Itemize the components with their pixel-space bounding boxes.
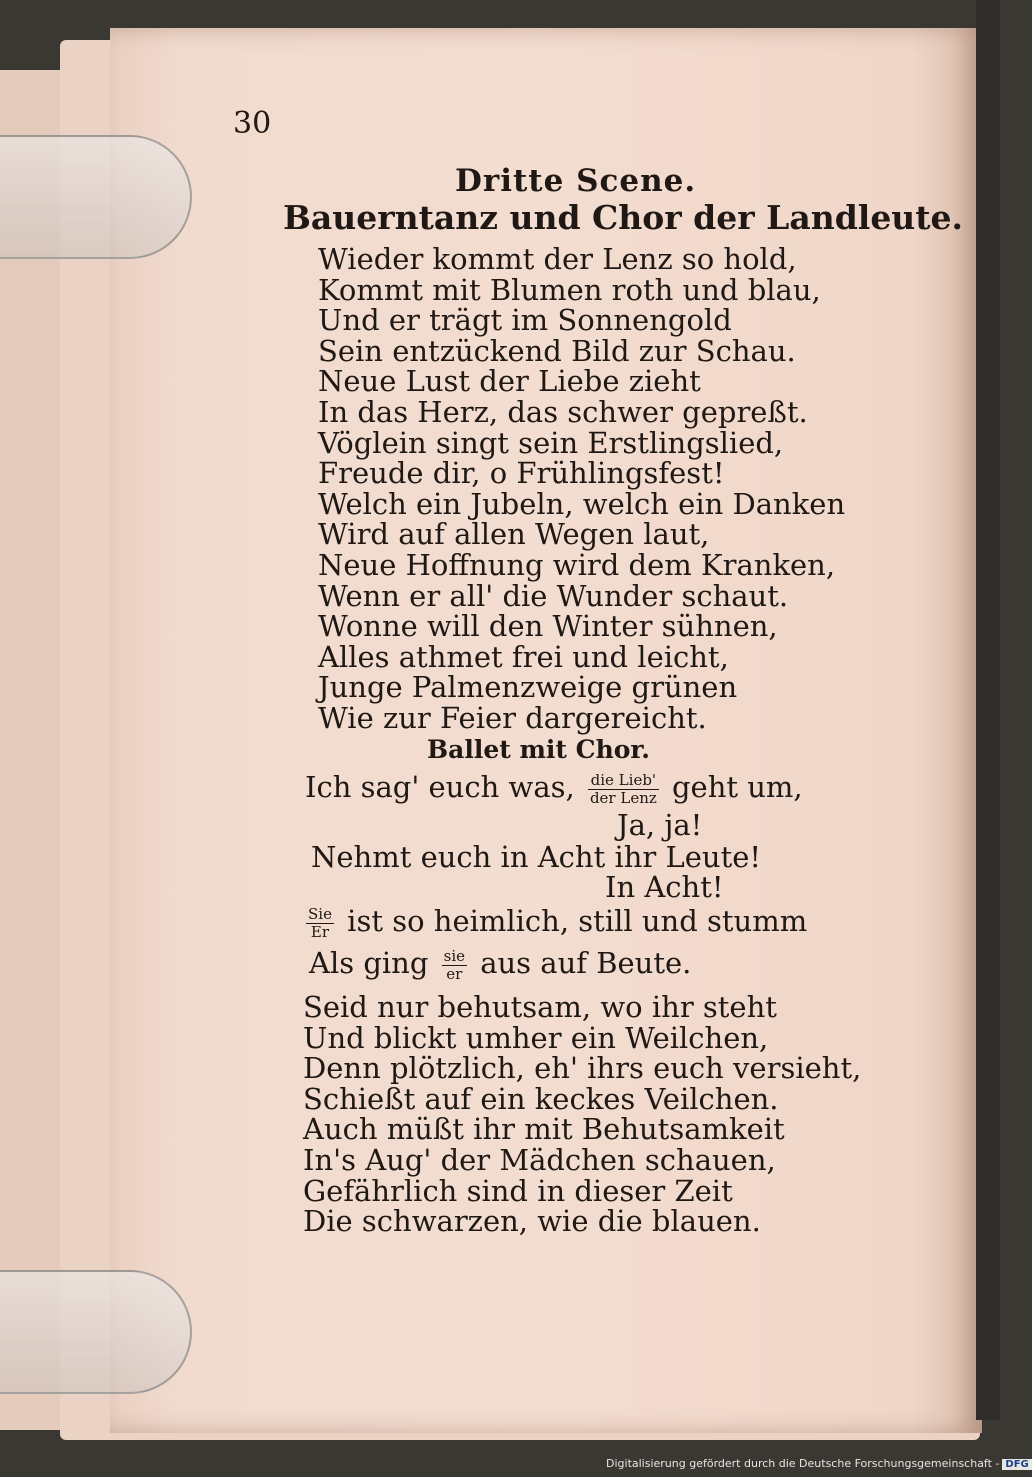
verse-block-2 [303, 992, 861, 1237]
ballet-line-1 [305, 770, 803, 807]
verse-line: Die schwarzen, wie die blauen. [303, 1204, 761, 1239]
verse-line: In's Aug' der Mädchen schauen, [303, 1142, 776, 1177]
verse-line: Schießt auf ein keckes Veilchen. [303, 1081, 779, 1116]
verse-line: Kommt mit Blumen roth und blau, [318, 272, 821, 307]
ballet-line-2: Ja, ja! [617, 808, 703, 842]
ballet-line-6 [309, 946, 691, 983]
ballet-line-5 [306, 904, 807, 941]
digitization-credit [606, 1457, 1032, 1470]
verse-line: Vöglein singt sein Erstlingslied, [318, 425, 784, 460]
verse-line: Sein entzückend Bild zur Schau. [318, 333, 796, 368]
verse-line: Neue Lust der Liebe zieht [318, 364, 701, 399]
ballet-line-4: In Acht! [605, 870, 724, 904]
dfg-logo: DFG [1002, 1459, 1031, 1470]
verse-line: Wonne will den Winter sühnen, [318, 609, 778, 644]
subheading: Ballet mit Chor. [427, 735, 651, 764]
scene-title: Dritte Scene. [455, 163, 697, 199]
fraction-bottom: er [446, 964, 463, 983]
ballet-line-1-fraction [588, 772, 659, 807]
ballet-line-3: Nehmt euch in Acht ihr Leute! [311, 840, 762, 874]
verse-line: Und blickt umher ein Weilchen, [303, 1020, 769, 1055]
ballet-line-6-end: aus auf Beute. [480, 946, 692, 980]
ballet-line-1-start: Ich sag' euch was, [305, 770, 575, 804]
verse-line: Neue Hoffnung wird dem Kranken, [318, 547, 836, 582]
verse-line: Auch müßt ihr mit Behutsamkeit [303, 1112, 785, 1147]
ballet-line-6-start: Als ging [309, 946, 429, 980]
verse-line: Wieder kommt der Lenz so hold, [318, 242, 797, 276]
verse-line: Gefährlich sind in dieser Zeit [303, 1173, 733, 1208]
section-heading: Bauerntanz und Chor der Landleute. [283, 198, 964, 237]
verse-line: Wie zur Feier dargereicht. [318, 700, 707, 735]
credit-text: Digitalisierung gefördert durch die Deutsche Forschungsgemeinschaft - [606, 1457, 1000, 1470]
verse-line: Alles athmet frei und leicht, [318, 639, 729, 674]
verse-line: In das Herz, das schwer gepreßt. [318, 394, 808, 429]
verse-line: Freude dir, o Frühlingsfest! [318, 456, 725, 491]
verse-line: Wenn er all' die Wunder schaut. [318, 578, 789, 613]
fraction-top: sie [443, 946, 465, 965]
fraction-top: die Lieb' [588, 772, 659, 790]
ballet-line-1-end: geht um, [671, 770, 803, 804]
ballet-line-6-fraction [442, 948, 467, 983]
page-clip-top [0, 135, 192, 259]
ballet-line-5-end: ist so heimlich, still und stumm [347, 904, 808, 938]
fraction-bottom: Er [310, 922, 330, 941]
book-gutter [976, 0, 1000, 1420]
ballet-line-5-fraction [306, 906, 334, 941]
verse-line: Junge Palmenzweige grünen [318, 670, 738, 705]
verse-line: Denn plötzlich, eh' ihrs euch versieht, [303, 1051, 862, 1086]
fraction-bottom: der Lenz [589, 788, 657, 807]
page-number: 30 [233, 106, 272, 141]
page-clip-bottom [0, 1270, 192, 1394]
verse-line: Und er trägt im Sonnengold [318, 303, 732, 338]
verse-line: Wird auf allen Wegen laut, [318, 517, 710, 552]
verse-line: Seid nur behutsam, wo ihr steht [303, 990, 777, 1024]
verse-line: Welch ein Jubeln, welch ein Danken [318, 486, 846, 521]
fraction-top: Sie [308, 904, 332, 923]
verse-block-1 [318, 244, 845, 734]
